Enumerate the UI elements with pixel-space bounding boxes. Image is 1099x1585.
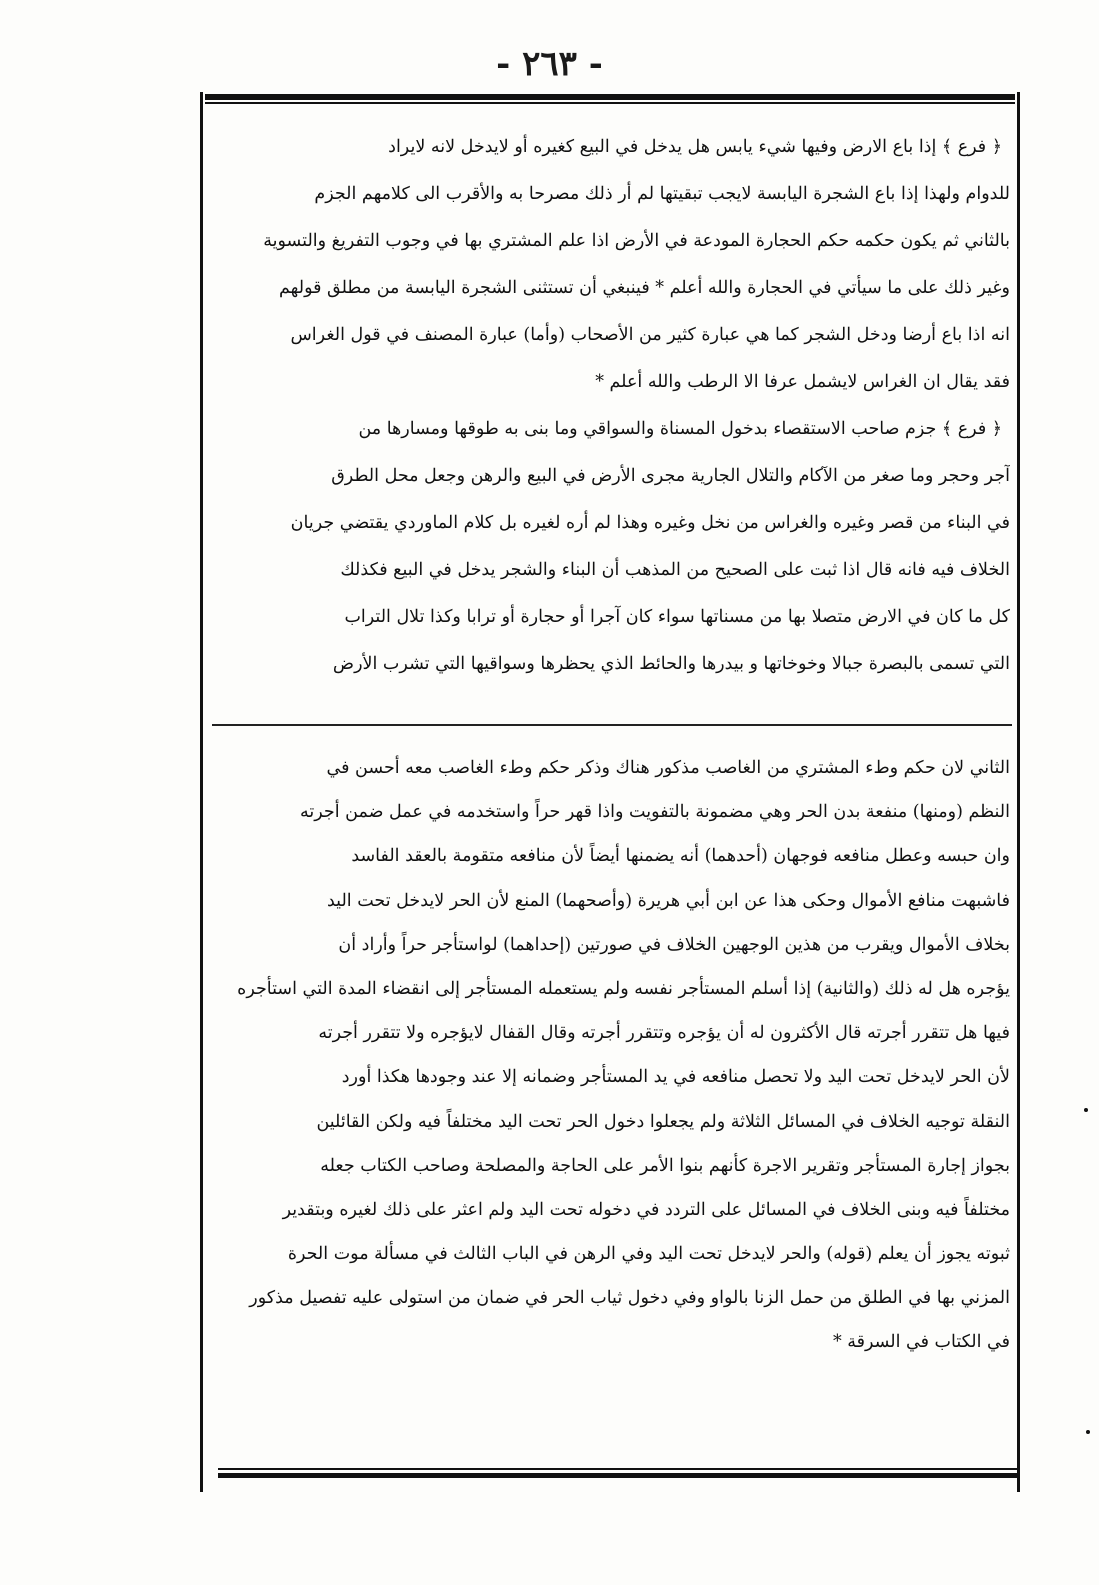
bottom-double-rule — [218, 1468, 1018, 1478]
text-line: النقلة توجيه الخلاف في المسائل الثلاثة ولم يجعلوا دخول الحر تحت اليد مختلفاً فيه ولكن القائلين — [316, 1111, 1010, 1132]
text-line: التي تسمى بالبصرة جبالا وخوخاتها و بيدرها والحائط الذي يحظرها وسواقيها التي تشرب الأرض — [332, 654, 1010, 674]
text-line: يؤجره هل له ذلك (والثانية) إذا أسلم المستأجر نفسه ولم يستعمله المستأجر إلى انقضاء المدة التي استأجره — [237, 978, 1010, 999]
text-line: كل ما كان في الارض متصلا بها من مسناتها سواء كان آجرا أو حجارة أو ترابا وكذا تلال التراب — [344, 607, 1010, 627]
text-line: ﴿ فرع ﴾ إذا باع الارض وفيها شيء يابس هل يدخل في البيع كغيره أو لايدخل لانه لايراد — [388, 137, 1002, 157]
text-line: ثبوته يجوز أن يعلم (قوله) والحر لايدخل تحت اليد وفي الرهن في الباب الثالث في مسألة موت الحرة — [287, 1244, 1010, 1265]
scan-speck — [1084, 1108, 1088, 1112]
text-line: للدوام ولهذا إذا باع الشجرة اليابسة لايجب تبقيتها لم أر ذلك مصرحا به والأقرب الى كلامهم الجزم — [314, 184, 1010, 204]
text-line: بجواز إجارة المستأجر وتقرير الاجرة كأنهم بنوا الأمر على الحاجة والمصلحة وصاحب الكتاب جعله — [320, 1155, 1010, 1176]
text-line: بخلاف الأموال ويقرب من هذين الوجهين الخلاف في صورتين (إحداهما) لواستأجر حراً وأراد أن — [338, 934, 1010, 955]
text-line: فاشبهت منافع الأموال وحكى هذا عن ابن أبي هريرة (وأصحهما) المنع لأن الحر لايدخل تحت اليد — [327, 890, 1010, 911]
scan-speck — [1086, 1430, 1090, 1434]
text-line: لأن الحر لايدخل تحت اليد ولا تحصل منافعه في يد المستأجر وضمانه إلا عند وجودها هكذا أورد — [341, 1067, 1010, 1088]
text-line: في البناء من قصر وغيره والغراس من نخل وغيره وهذا لم أره لغيره بل كلام الماوردي يقتضي جريان — [290, 513, 1010, 533]
upper-text-section — [215, 124, 1010, 688]
text-line: وغير ذلك على ما سيأتي في الحجارة والله أعلم * فينبغي أن تستثنى الشجرة اليابسة من مطلق قولهم — [279, 278, 1010, 298]
text-line: فيها هل تتقرر أجرته قال الأكثرون له أن يؤجره وتتقرر أجرته وقال القفال لايؤجره ولا تتقرر أجرته — [318, 1023, 1010, 1044]
section-divider — [212, 724, 1012, 726]
text-line: وان حبسه وعطل منافعه فوجهان (أحدهما) أنه يضمنها أيضاً لأن منافعه متقومة بالعقد الفاسد — [351, 846, 1010, 867]
text-line: ﴿ فرع ﴾ جزم صاحب الاستقصاء بدخول المسناة والسواقي وما بنى به طوقها ومسارها من — [358, 419, 1002, 439]
page-number: - ٢٦٣ - — [496, 44, 603, 84]
text-line: الخلاف فيه فانه قال اذا ثبت على الصحيح من المذهب أن البناء والشجر يدخل في البيع فكذلك — [340, 560, 1010, 580]
text-line: في الكتاب في السرقة * — [832, 1332, 1010, 1353]
text-line: المزني بها في الطلق من حمل الزنا بالواو وفي دخول ثياب الحر في ضمان من استولى عليه تفصيل مذكور — [249, 1288, 1010, 1309]
lower-text-section — [215, 746, 1010, 1365]
text-line: بالثاني ثم يكون حكمه حكم الحجارة المودعة في الأرض اذا علم المشتري بها في وجوب التفريغ والتسوية — [263, 231, 1010, 251]
text-line: انه اذا باع أرضا ودخل الشجر كما هي عبارة كثير من الأصحاب (وأما) عبارة المصنف في قول الغراس — [290, 325, 1010, 345]
text-line: مختلفاً فيه وبنى الخلاف في المسائل على التردد في دخوله تحت اليد ولم اعثر على ذلك لغيره وبتقدير — [282, 1199, 1010, 1220]
text-line: فقد يقال ان الغراس لايشمل عرفا الا الرطب والله أعلم * — [595, 372, 1010, 392]
text-line: النظم (ومنها) منفعة بدن الحر وهي مضمونة بالتفويت واذا قهر حراً واستخدمه في عمل ضمن أجرته — [300, 802, 1010, 823]
text-line: الثاني لان حكم وطء المشتري من الغاصب مذكور هناك وذكر حكم وطء الغاصب معه أحسن في — [326, 758, 1010, 778]
text-line: آجر وحجر وما صغر من الآكام والتلال الجارية مجرى الأرض في البيع والرهن وجعل محل الطرق — [331, 466, 1010, 486]
